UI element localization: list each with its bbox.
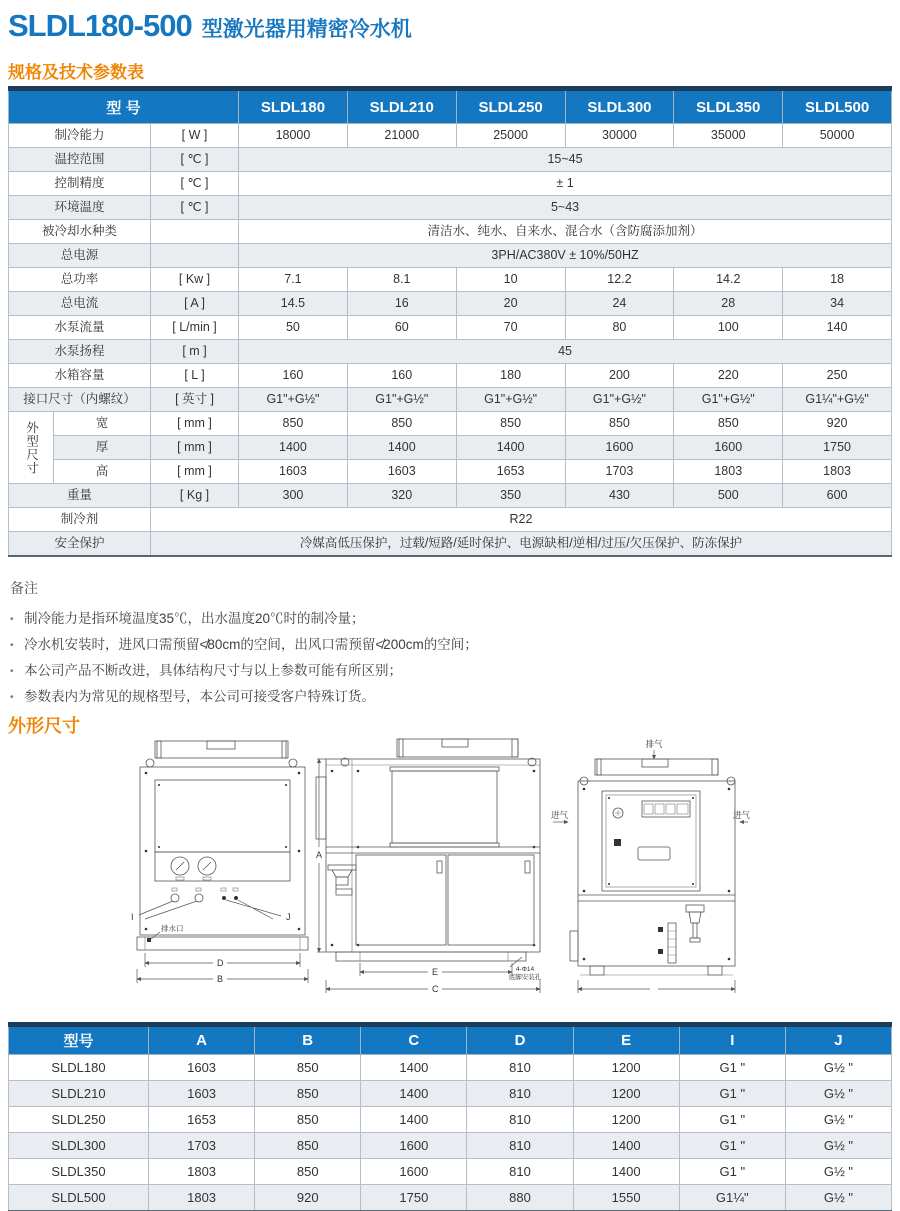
dim-column-header: 型号 [9, 1027, 149, 1055]
dim-value-cell: G1 " [679, 1107, 785, 1133]
drain-port-label: 排水口 [161, 924, 184, 933]
dim-row [9, 1133, 892, 1159]
spec-row [9, 532, 892, 557]
dim-value-cell: 880 [467, 1185, 573, 1211]
dim-value-cell: G1¼" [679, 1185, 785, 1211]
spec-row-label: 安全保护 [9, 532, 151, 557]
spec-value-cell: 60 [347, 316, 456, 340]
spec-value-cell: 350 [456, 484, 565, 508]
dim-value-cell: 810 [467, 1055, 573, 1081]
dimension-section-title: 外形尺寸 [8, 716, 80, 736]
dim-value-cell: 810 [467, 1159, 573, 1185]
dim-row [9, 1159, 892, 1185]
model-column-header: SLDL180 [239, 91, 348, 124]
side-duct [316, 777, 326, 839]
spec-value-cell: 850 [565, 412, 674, 436]
dimension-table-section [8, 1022, 892, 1211]
dim-row [9, 1055, 892, 1081]
product-name-title: 型激光器用精密冷水机 [201, 18, 412, 41]
lifting-eyebolt [146, 759, 154, 767]
spec-value-cell: 50 [239, 316, 348, 340]
spec-value-cell: 920 [783, 412, 892, 436]
note-text: 本公司产品不断改进，具体结构尺寸与以上参数可能有所区别； [24, 663, 402, 678]
spec-value-cell: 1803 [674, 460, 783, 484]
spec-row [9, 412, 892, 436]
dim-value-cell: 810 [467, 1081, 573, 1107]
control-panel [602, 791, 700, 891]
base-frame [580, 966, 733, 975]
dim-value-cell: 810 [467, 1107, 573, 1133]
cabinet-body [140, 767, 305, 935]
spec-row-label: 总电源 [9, 244, 151, 268]
base-frame [137, 937, 308, 950]
spec-row-label: 总电流 [9, 292, 151, 316]
spec-value-cell: 160 [239, 364, 348, 388]
dim-label-e: E [432, 967, 439, 977]
cabinet-body [326, 759, 540, 952]
dimension-table [8, 1027, 892, 1211]
notes-title: 备注 [10, 580, 38, 596]
dim-value-cell: G1 " [679, 1081, 785, 1107]
spec-merged-value: 冷媒高低压保护，过载/短路/延时保护、电源缺相/逆相/过压/欠压保护、防冻保护 [151, 532, 892, 557]
spec-value-cell: 430 [565, 484, 674, 508]
spec-value-cell: 14.5 [239, 292, 348, 316]
dim-value-cell: G½ " [785, 1159, 891, 1185]
spec-value-cell: G1"+G½" [239, 388, 348, 412]
spec-value-cell: 12.2 [565, 268, 674, 292]
note-line-1: 4-Φ14 [515, 966, 535, 973]
spec-value-cell: 180 [456, 364, 565, 388]
dim-value-cell: G½ " [785, 1133, 891, 1159]
door-handle [525, 861, 530, 873]
spec-value-cell: 18000 [239, 124, 348, 148]
dim-value-cell: 1200 [573, 1055, 679, 1081]
bullet-icon: • [10, 640, 14, 651]
dim-value-cell: G½ " [785, 1107, 891, 1133]
note-line [10, 606, 880, 632]
spec-value-cell: G1¼"+G½" [783, 388, 892, 412]
port-label-i: I [131, 912, 134, 922]
model-column-header: SLDL300 [565, 91, 674, 124]
spec-value-cell: 1750 [783, 436, 892, 460]
spec-row-label: 高 [54, 460, 151, 484]
dim-value-cell: 1703 [149, 1133, 255, 1159]
model-range-title: SLDL180-500 [8, 8, 192, 43]
dimension-e [360, 963, 512, 977]
dim-row [9, 1107, 892, 1133]
spec-row [9, 292, 892, 316]
spec-unit-cell: [ Kw ] [151, 268, 239, 292]
panel-bolts [145, 772, 301, 931]
dim-value-cell: 1400 [361, 1081, 467, 1107]
spec-value-cell: G1"+G½" [674, 388, 783, 412]
spec-value-cell: 28 [674, 292, 783, 316]
note-line [10, 684, 880, 710]
dim-value-cell: 1603 [149, 1081, 255, 1107]
drain-port [147, 938, 151, 942]
spec-row-label: 温控范围 [9, 148, 151, 172]
dim-value-cell: 920 [255, 1185, 361, 1211]
dim-value-cell: 1750 [361, 1185, 467, 1211]
dim-value-cell: 810 [467, 1133, 573, 1159]
dim-value-cell: 1400 [573, 1159, 679, 1185]
nameplate [638, 847, 670, 860]
spec-value-cell: 250 [783, 364, 892, 388]
dim-row [9, 1185, 892, 1211]
dim-value-cell: 850 [255, 1081, 361, 1107]
dim-column-header: J [785, 1027, 891, 1055]
intake-right-label: 进气 [732, 810, 750, 820]
spec-row-label: 宽 [54, 412, 151, 436]
dim-value-cell: 850 [255, 1159, 361, 1185]
spec-merged-value: ± 1 [239, 172, 892, 196]
note-line-2: 底脚安装孔 [508, 974, 542, 981]
spec-value-cell: 850 [674, 412, 783, 436]
spec-row-label: 制冷能力 [9, 124, 151, 148]
spec-row-label: 厚 [54, 436, 151, 460]
dim-model-cell: SLDL210 [9, 1081, 149, 1107]
back-view-drawing [550, 735, 750, 1005]
spec-row [9, 364, 892, 388]
exhaust-label: 排气 [645, 739, 663, 749]
dim-value-cell: G1 " [679, 1159, 785, 1185]
spec-value-cell: 21000 [347, 124, 456, 148]
spec-group-label: 外型尺寸 [9, 412, 54, 484]
dim-value-cell: G1 " [679, 1133, 785, 1159]
model-column-header: SLDL350 [674, 91, 783, 124]
note-text: 制冷能力是指环境温度35℃，出水温度20℃时的制冷量； [24, 611, 365, 626]
spec-unit-cell: [ W ] [151, 124, 239, 148]
spec-unit-cell [151, 244, 239, 268]
dim-value-cell: 1550 [573, 1185, 679, 1211]
spec-merged-value: 3PH/AC380V ± 10%/50HZ [239, 244, 892, 268]
spec-row [9, 244, 892, 268]
spec-merged-value: R22 [151, 508, 892, 532]
spec-merged-value: 5~43 [239, 196, 892, 220]
door-handle [437, 861, 442, 873]
dim-value-cell: G½ " [785, 1185, 891, 1211]
spec-merged-value: 45 [239, 340, 892, 364]
fan-housing [595, 759, 718, 775]
dim-value-cell: G½ " [785, 1055, 891, 1081]
spec-value-cell: 18 [783, 268, 892, 292]
dim-header-row [9, 1027, 892, 1055]
dim-value-cell: G1 " [679, 1055, 785, 1081]
spec-value-cell: 1400 [347, 436, 456, 460]
spec-value-cell: 25000 [456, 124, 565, 148]
spec-unit-cell: [ 英寸 ] [151, 388, 239, 412]
spec-row [9, 388, 892, 412]
dim-value-cell: 1400 [361, 1107, 467, 1133]
spec-value-cell: 1400 [456, 436, 565, 460]
dim-label-c: C [432, 984, 439, 994]
spec-unit-cell: [ A ] [151, 292, 239, 316]
panel-corner-bolts [158, 784, 287, 848]
dim-label-b: B [217, 974, 224, 984]
spec-unit-cell: [ L/min ] [151, 316, 239, 340]
dim-value-cell: 850 [255, 1133, 361, 1159]
mounting-hole-note [509, 957, 542, 981]
spec-unit-cell: [ ℃ ] [151, 196, 239, 220]
spec-value-cell: 7.1 [239, 268, 348, 292]
fan-housing [397, 739, 518, 757]
leader-line-i [139, 901, 197, 919]
dim-column-header: E [573, 1027, 679, 1055]
note-text: 参数表内为常见的规格型号，本公司可接受客户特殊订货。 [24, 689, 375, 704]
right-door [448, 855, 534, 945]
spec-value-cell: 500 [674, 484, 783, 508]
spec-value-cell: G1"+G½" [347, 388, 456, 412]
spec-value-cell: 1600 [674, 436, 783, 460]
spec-row-label: 水箱容量 [9, 364, 151, 388]
spec-unit-cell: [ mm ] [151, 436, 239, 460]
spec-value-cell: 160 [347, 364, 456, 388]
page-title [8, 8, 412, 44]
dim-model-cell: SLDL350 [9, 1159, 149, 1185]
spec-value-cell: 20 [456, 292, 565, 316]
bullet-icon: • [10, 692, 14, 703]
notes-list [10, 606, 880, 710]
spec-value-cell: 100 [674, 316, 783, 340]
spec-value-cell: 1603 [347, 460, 456, 484]
base-frame [336, 952, 526, 961]
spec-row [9, 508, 892, 532]
spec-value-cell: 30000 [565, 124, 674, 148]
dim-value-cell: 1600 [361, 1159, 467, 1185]
left-door [356, 855, 446, 945]
spec-table [8, 91, 892, 557]
spec-unit-cell: [ Kg ] [151, 484, 239, 508]
spec-value-cell: 600 [783, 484, 892, 508]
spec-unit-cell: [ mm ] [151, 412, 239, 436]
spec-merged-value: 清洁水、纯水、自来水、混合水（含防腐添加剂） [239, 220, 892, 244]
panel-bolts [331, 770, 536, 947]
spec-value-cell: 140 [783, 316, 892, 340]
spec-row [9, 268, 892, 292]
spec-value-cell: 14.2 [674, 268, 783, 292]
spec-value-cell: 850 [456, 412, 565, 436]
dim-model-cell: SLDL500 [9, 1185, 149, 1211]
spec-row [9, 124, 892, 148]
dim-column-header: B [255, 1027, 361, 1055]
spec-row [9, 436, 892, 460]
spec-unit-cell: [ m ] [151, 340, 239, 364]
spec-row-label: 重量 [9, 484, 151, 508]
spec-value-cell: 16 [347, 292, 456, 316]
dimension-a [316, 759, 326, 952]
dim-model-cell: SLDL300 [9, 1133, 149, 1159]
spec-value-cell: 200 [565, 364, 674, 388]
model-column-header: SLDL210 [347, 91, 456, 124]
spec-value-cell: 850 [239, 412, 348, 436]
dim-row [9, 1081, 892, 1107]
lifting-eyebolt [289, 759, 297, 767]
cabinet-body [578, 781, 735, 966]
dim-model-cell: SLDL250 [9, 1107, 149, 1133]
temperature-display [642, 801, 690, 817]
spec-row-label: 控制精度 [9, 172, 151, 196]
spec-row-label: 总功率 [9, 268, 151, 292]
spec-row-label: 接口尺寸（内螺纹） [9, 388, 151, 412]
air-grille [390, 767, 499, 847]
bullet-icon: • [10, 666, 14, 677]
spec-row-label: 被冷却水种类 [9, 220, 151, 244]
notes-section [10, 578, 880, 710]
spec-value-cell: 34 [783, 292, 892, 316]
spec-merged-value: 15~45 [239, 148, 892, 172]
mid-divider [578, 895, 735, 901]
spec-value-cell: G1"+G½" [456, 388, 565, 412]
gauge-band [155, 852, 290, 881]
dim-value-cell: 1400 [361, 1055, 467, 1081]
spec-row [9, 172, 892, 196]
dim-value-cell: 1603 [149, 1055, 255, 1081]
spec-unit-cell: [ ℃ ] [151, 172, 239, 196]
spec-value-cell: 850 [347, 412, 456, 436]
dim-column-header: D [467, 1027, 573, 1055]
dim-value-cell: 1200 [573, 1081, 679, 1107]
note-line [10, 658, 880, 684]
bullet-icon: • [10, 614, 14, 625]
spec-value-cell: 1603 [239, 460, 348, 484]
note-text: 冷水机安装时，进风口需预留≮80cm的空间，出风口需预留≮200cm的空间； [24, 637, 478, 652]
spec-value-cell: 1600 [565, 436, 674, 460]
spec-unit-cell: [ mm ] [151, 460, 239, 484]
leader-line-j [226, 900, 281, 919]
dim-value-cell: G½ " [785, 1081, 891, 1107]
drain-leader [151, 932, 160, 939]
water-level-gauge [658, 923, 676, 963]
front-view-drawing [123, 735, 318, 987]
spec-row [9, 460, 892, 484]
spec-row [9, 196, 892, 220]
spec-section-title: 规格及技术参数表 [8, 63, 144, 82]
spec-unit-cell: [ ℃ ] [151, 148, 239, 172]
dim-label-a: A [316, 850, 323, 860]
spec-value-cell: 8.1 [347, 268, 456, 292]
dim-value-cell: 1600 [361, 1133, 467, 1159]
spec-value-cell: 320 [347, 484, 456, 508]
spec-header-model-label: 型 号 [9, 91, 239, 124]
spec-row [9, 220, 892, 244]
bottom-dimension [578, 980, 735, 993]
dim-model-cell: SLDL180 [9, 1055, 149, 1081]
dim-value-cell: 850 [255, 1107, 361, 1133]
side-tab [570, 931, 578, 961]
dimension-c [326, 980, 540, 994]
switch [614, 839, 621, 846]
dim-value-cell: 1400 [573, 1133, 679, 1159]
spec-row [9, 148, 892, 172]
dimension-b [137, 969, 308, 984]
spec-row-label: 水泵流量 [9, 316, 151, 340]
spec-value-cell: 24 [565, 292, 674, 316]
panel-bolts [583, 788, 731, 961]
port-label-j: J [286, 912, 291, 922]
spec-value-cell: 300 [239, 484, 348, 508]
spec-unit-cell [151, 220, 239, 244]
model-column-header: SLDL250 [456, 91, 565, 124]
spec-table-section [8, 86, 892, 557]
spec-value-cell: 1400 [239, 436, 348, 460]
spec-value-cell: 1803 [783, 460, 892, 484]
model-column-header: SLDL500 [783, 91, 892, 124]
dim-label-d: D [217, 958, 224, 968]
side-view-drawing [312, 735, 547, 1003]
valve-assembly [686, 905, 704, 942]
spec-row [9, 340, 892, 364]
dim-value-cell: 1200 [573, 1107, 679, 1133]
fan-housing [155, 741, 288, 758]
spec-row-label: 制冷剂 [9, 508, 151, 532]
dim-value-cell: 1803 [149, 1159, 255, 1185]
spec-value-cell: 1703 [565, 460, 674, 484]
spec-header-row [9, 91, 892, 124]
spec-row-label: 环境温度 [9, 196, 151, 220]
intake-left-label: 进气 [551, 810, 569, 820]
dim-value-cell: 1803 [149, 1185, 255, 1211]
dim-value-cell: 850 [255, 1055, 361, 1081]
water-connectors [171, 888, 238, 902]
spec-value-cell: G1"+G½" [565, 388, 674, 412]
dim-value-cell: 1653 [149, 1107, 255, 1133]
dim-column-header: C [361, 1027, 467, 1055]
outline-drawings [0, 735, 900, 1020]
spec-row-label: 水泵扬程 [9, 340, 151, 364]
note-line [10, 632, 880, 658]
spec-value-cell: 70 [456, 316, 565, 340]
spec-value-cell: 220 [674, 364, 783, 388]
dim-column-header: A [149, 1027, 255, 1055]
spec-unit-cell: [ L ] [151, 364, 239, 388]
dim-column-header: I [679, 1027, 785, 1055]
dimension-d [145, 953, 300, 968]
front-panel [155, 780, 290, 852]
spec-value-cell: 1653 [456, 460, 565, 484]
spec-value-cell: 35000 [674, 124, 783, 148]
spec-row [9, 484, 892, 508]
spec-row [9, 316, 892, 340]
spec-value-cell: 80 [565, 316, 674, 340]
spec-value-cell: 50000 [783, 124, 892, 148]
spec-value-cell: 10 [456, 268, 565, 292]
